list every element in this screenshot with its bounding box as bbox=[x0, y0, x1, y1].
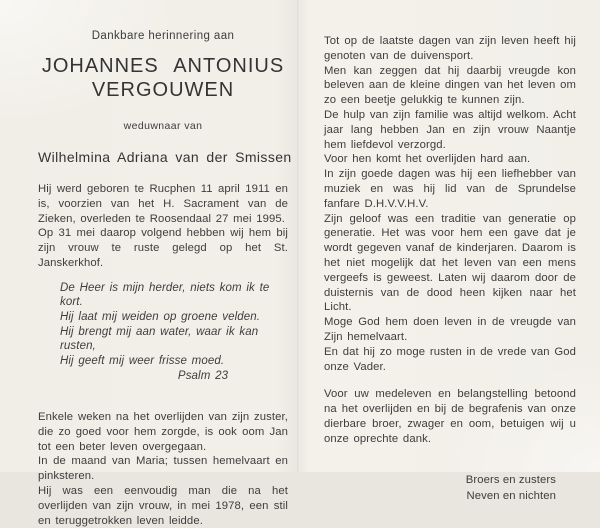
page-fold-divider bbox=[297, 0, 300, 472]
biography-paragraph: Hij werd geboren te Rucphen 11 april 1911 en is, voorzien van het H. Sacrament van de Zieken, overleden te Roosendaal 27 mei 1995. bbox=[38, 183, 288, 225]
signature-block bbox=[324, 472, 576, 505]
deceased-name bbox=[38, 54, 288, 102]
memorial-paragraph: Men kan zeggen dat hij daarbij vreugde kon beleven aan de kleine dingen van het leven om zo een beetje gelukkig te kunnen zijn. bbox=[324, 64, 576, 107]
memorial-paragraph: Moge God hem doen leven in de vreugde van Zijn hemelvaart. bbox=[324, 316, 576, 343]
biography-paragraph: Op 31 mei daarop volgend hebben wij hem bij zijn vrouw te ruste gelegd op het St. Janskerkhof. bbox=[38, 227, 288, 269]
memorial-paragraph: En dat hij zo moge rusten in de vrede van God onze Vader. bbox=[324, 345, 576, 373]
memorial-paragraph: Voor hen komt het overlijden hard aan. bbox=[324, 153, 531, 166]
right-page-body bbox=[324, 34, 576, 447]
biography-paragraph: In de maand van Maria; tussen hemelvaart en pinksteren. bbox=[38, 455, 288, 483]
left-page-body bbox=[38, 182, 288, 528]
memorial-paragraph: De hulp van zijn familie was altijd welkom. Acht jaar lang hebben Jan en zijn vrouw Naantje hem liefdevol verzorgd. bbox=[324, 108, 576, 151]
biography-paragraph: Enkele weken na het overlijden van zijn zuster, die zo goed voor hem zorgde, is ook oom Jan tot een beter leven overgegaan. bbox=[38, 410, 288, 453]
memorial-paragraph: In zijn goede dagen was hij een liefhebber van muziek en was hij lid van de Sprundelse fanfare D.H.V.V.H.V. bbox=[324, 168, 576, 210]
psalm-line: Hij laat mij weiden op groene velden. bbox=[60, 310, 261, 323]
memorial-paragraph: Tot op de laatste dagen van zijn leven heeft hij genoten van de duivensport. bbox=[324, 35, 576, 62]
psalm-line: Hij brengt mij aan water, waar ik kan rusten, bbox=[60, 325, 259, 353]
psalm-line: De Heer is mijn herder, niets kom ik te kort. bbox=[60, 281, 270, 309]
signature-line: Broers en zusters bbox=[465, 473, 556, 486]
spouse-name: Wilhelmina Adriana van der Smissen bbox=[38, 149, 292, 165]
closing-paragraph: Voor uw medeleven en belangstelling betoond na het overlijden en bij de begrafenis van onze dierbare broer, zwager en oom, betuigen wij u onze oprechte dank. bbox=[324, 388, 576, 445]
signature-line: Neven en nichten bbox=[466, 490, 556, 503]
deceased-name-line2: VERGOUWEN bbox=[91, 79, 235, 101]
deceased-name-line1: JOHANNES ANTONIUS bbox=[41, 55, 285, 77]
psalm-quote bbox=[60, 281, 288, 384]
relation-label: weduwnaar van bbox=[123, 120, 203, 132]
psalm-attribution: Psalm 23 bbox=[177, 370, 229, 383]
intro-line: Dankbare herinnering aan bbox=[91, 30, 235, 42]
left-page bbox=[38, 30, 292, 528]
right-page bbox=[324, 34, 576, 505]
memorial-paragraph: Zijn geloof was een traditie van generatie op generatie. Het was voor hem een gave dat je wordt gegeven vanaf de kinderjaren. Daarom is het niet mogelijk dat het leven van een mens vergeefs is geweest. Laten wij daarom door de duisternis van de dood heen kijken naar het Licht. bbox=[324, 212, 576, 314]
biography-paragraph: Hij was een eenvoudig man die na het overlijden van zijn vrouw, in mei 1978, een stil en teruggetrokken leven leidde. bbox=[38, 484, 288, 527]
psalm-line: Hij geeft mij weer frisse moed. bbox=[60, 354, 225, 367]
